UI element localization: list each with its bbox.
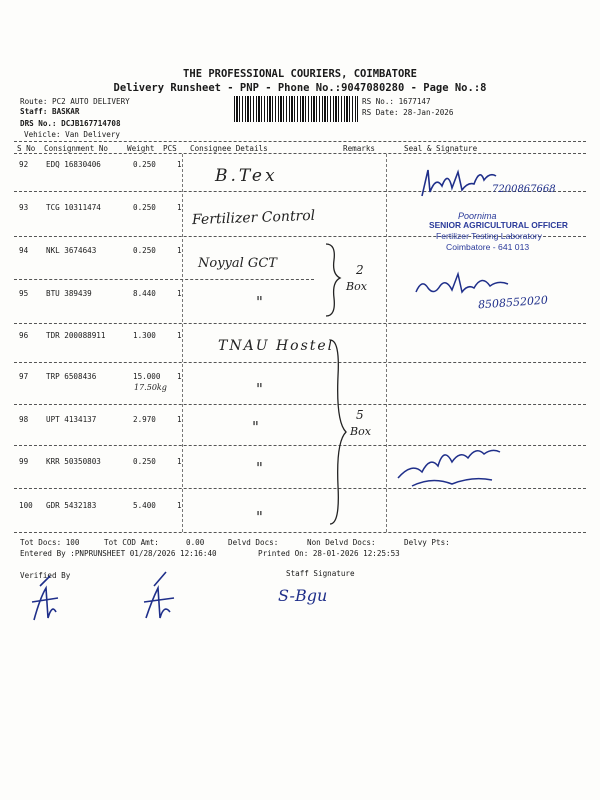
weight-note: 17.50kg <box>134 383 167 392</box>
row-pcs: 1 <box>177 415 182 424</box>
row-consignee: " <box>256 508 263 526</box>
row-pcs: 1 <box>177 331 182 340</box>
receiver-phone-95: 8508552020 <box>477 293 549 312</box>
row-consignee: " <box>256 380 263 398</box>
entered-by: Entered By :PNPRUNSHEET 01/28/2026 12:16:40 <box>20 549 217 558</box>
vehicle-label: Vehicle: Van Delivery <box>24 130 121 139</box>
row-divider <box>14 362 586 363</box>
row-consignment: GDR 5432183 <box>46 501 97 510</box>
col-weight: Weight <box>127 144 155 153</box>
row-consignee: Fertilizer Control <box>191 207 316 229</box>
col-consignee: Consignee Details <box>190 144 268 153</box>
receiver-phone-92: 7200867668 <box>492 184 556 195</box>
staff-label: Staff: BASKAR <box>20 107 80 116</box>
row-pcs: 1 <box>177 289 182 298</box>
receiver-signature-98 <box>392 432 512 494</box>
stamp-city: Coimbatore - 641 013 <box>446 242 530 252</box>
row-consignment: TDR 200088911 <box>46 331 106 340</box>
consignee-divider <box>182 154 183 532</box>
row-divider <box>14 279 314 280</box>
col-pcs: PCS <box>163 144 177 153</box>
stamp-name: Poornima <box>458 211 497 221</box>
printed-on: Printed On: 28-01-2026 12:25:53 <box>258 549 400 558</box>
row-consignment: TRP 6508436 <box>46 372 97 381</box>
row-pcs: 1 <box>177 203 182 212</box>
row-consignee: Noyyal GCT <box>198 256 277 271</box>
group2-unit: Box <box>350 425 371 438</box>
delivery-points: Delvy Pts: <box>404 538 450 547</box>
row-consignment: BTU 389439 <box>46 289 92 298</box>
runsheet-subtitle: Delivery Runsheet - PNP - Phone No.:9047080280 - Page No.:8 <box>113 82 487 94</box>
row-sno: 95 <box>19 289 29 298</box>
header-rule-top <box>14 141 586 142</box>
verified-by-label: Verified By <box>20 571 71 580</box>
row-weight: 5.400 <box>133 501 156 510</box>
col-seal: Seal & Signature <box>404 144 478 153</box>
row-sno: 99 <box>19 457 29 466</box>
staff-signature-label: Staff Signature <box>286 569 355 578</box>
row-weight: 15.000 <box>133 372 161 381</box>
drs-number: DRS No.: DCJB167714708 <box>20 119 121 128</box>
row-pcs: 1 <box>177 372 182 381</box>
row-divider <box>14 404 586 405</box>
col-consignment: Consignment No <box>44 144 109 153</box>
row-weight: 0.250 <box>133 160 156 169</box>
row-sno: 94 <box>19 246 29 255</box>
stamp-title: SENIOR AGRICULTURAL OFFICER <box>429 220 568 230</box>
row-weight: 0.250 <box>133 203 156 212</box>
row-sno: 92 <box>19 160 29 169</box>
row-consignment: KRR 50350803 <box>46 457 101 466</box>
group1-count: 2 <box>356 263 364 277</box>
row-weight: 8.440 <box>133 289 156 298</box>
row-pcs: 1 <box>177 160 182 169</box>
row-sno: 98 <box>19 415 29 424</box>
barcode <box>234 96 358 122</box>
seal-divider <box>386 154 387 532</box>
staff-signature: S-Bgu <box>278 586 328 605</box>
footer-rule <box>14 532 586 533</box>
verifier-signature-1 <box>26 568 66 628</box>
col-sno: S No <box>17 144 36 153</box>
group2-count: 5 <box>356 408 364 422</box>
row-sno: 97 <box>19 372 29 381</box>
rs-date: RS Date: 28-Jan-2026 <box>362 108 454 117</box>
receiver-signature-95 <box>412 268 522 300</box>
row-weight: 0.250 <box>133 246 156 255</box>
rs-number: RS No.: 1677147 <box>362 97 431 106</box>
row-sno: 96 <box>19 331 29 340</box>
total-docs: Tot Docs: 100 <box>20 538 80 547</box>
row-pcs: 1 <box>177 501 182 510</box>
row-consignee: B.Tex <box>215 166 278 186</box>
row-consignee: " <box>256 459 263 477</box>
row-consignee: TNAU Hostel <box>218 338 335 354</box>
non-delivered-docs: Non Delvd Docs: <box>307 538 376 547</box>
group1-unit: Box <box>346 280 367 293</box>
delivered-docs: Delvd Docs: <box>228 538 279 547</box>
row-weight: 0.250 <box>133 457 156 466</box>
row-consignment: EDQ 16830406 <box>46 160 101 169</box>
header-rule-bottom <box>14 153 586 154</box>
stamp-org: Fertilizer Testing Laboratory <box>436 231 542 241</box>
row-weight: 2.970 <box>133 415 156 424</box>
verifier-signature-2 <box>140 566 180 626</box>
row-sno: 93 <box>19 203 29 212</box>
col-remarks: Remarks <box>343 144 376 153</box>
row-consignee: " <box>252 418 259 436</box>
row-consignee: " <box>256 293 263 311</box>
row-pcs: 1 <box>177 246 182 255</box>
route-label: Route: PC2 AUTO DELIVERY <box>20 97 130 106</box>
row-divider <box>14 323 586 324</box>
row-consignment: UPT 4134137 <box>46 415 97 424</box>
row-sno: 100 <box>19 501 33 510</box>
receiver-signature-92 <box>418 162 518 202</box>
row-consignment: TCG 10311474 <box>46 203 101 212</box>
total-cod-label: Tot COD Amt: <box>104 538 159 547</box>
company-title: THE PROFESSIONAL COURIERS, COIMBATORE <box>183 68 417 80</box>
row-weight: 1.300 <box>133 331 156 340</box>
row-pcs: 1 <box>177 457 182 466</box>
row-consignment: NKL 3674643 <box>46 246 97 255</box>
total-cod-value: 0.00 <box>186 538 205 547</box>
